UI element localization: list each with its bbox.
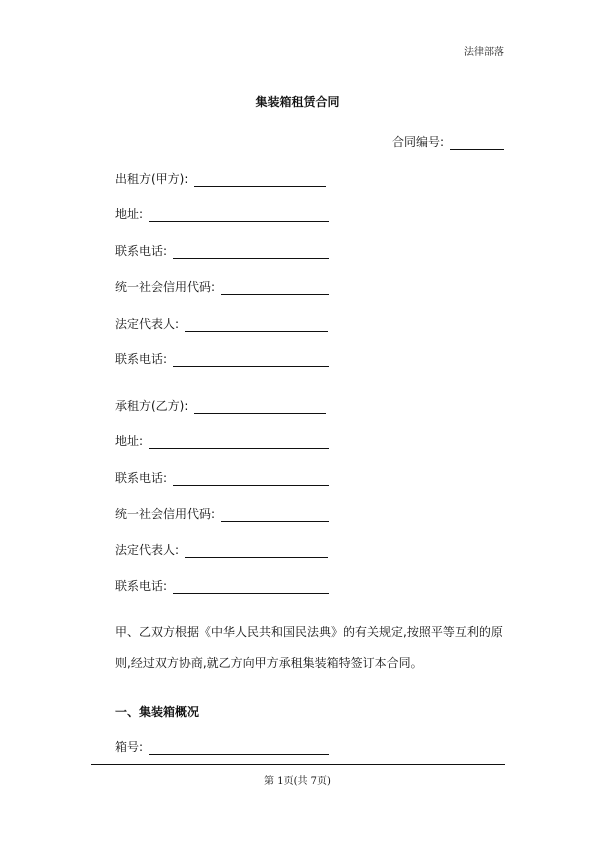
party-a-address-field — [115, 205, 329, 222]
party-b-credit-code-field — [115, 505, 329, 522]
party-a-name-field — [115, 170, 326, 187]
party-b-phone-blank[interactable] — [173, 471, 329, 486]
party-b-legal-rep-label: 法定代表人: — [115, 543, 180, 557]
contract-number-label: 合同编号: — [391, 135, 444, 149]
party-a-credit-code-field — [115, 278, 329, 295]
party-a-legal-rep-blank[interactable] — [185, 317, 328, 332]
party-a-phone-label: 联系电话: — [115, 244, 168, 258]
party-b-address-blank[interactable] — [149, 434, 329, 449]
intro-paragraph — [91, 617, 505, 679]
party-b-role-label: 承租方(乙方): — [115, 399, 189, 413]
contract-number-blank[interactable] — [450, 135, 504, 150]
party-a-address-label: 地址: — [115, 207, 144, 221]
box-number-blank[interactable] — [149, 740, 329, 755]
party-b-credit-code-label: 统一社会信用代码: — [115, 507, 216, 521]
party-a-role-label: 出租方(甲方): — [115, 172, 189, 186]
party-b-phone-field — [115, 469, 329, 486]
party-a-phone2-field — [115, 350, 329, 367]
party-b-legal-rep-field — [115, 541, 328, 558]
footer-divider — [91, 764, 505, 765]
party-a-name-blank[interactable] — [194, 172, 326, 187]
party-a-phone2-label: 联系电话: — [115, 352, 168, 366]
document-title: 集装箱租赁合同 — [255, 95, 340, 109]
party-b-legal-rep-blank[interactable] — [185, 543, 328, 558]
box-number-field — [115, 738, 329, 755]
party-a-credit-code-blank[interactable] — [221, 280, 329, 295]
contract-number-field — [392, 133, 504, 150]
party-a-phone-field — [115, 242, 329, 259]
party-b-address-field — [115, 432, 329, 449]
intro-text: 甲、乙双方根据《中华人民共和国民法典》的有关规定,按照平等互利的原则,经过双方协商,就乙方向甲方承租集装箱特签订本合同。 — [115, 625, 503, 670]
party-b-name-blank[interactable] — [194, 399, 326, 414]
brand-label: 法律部落 — [464, 47, 504, 58]
party-b-name-field — [115, 397, 326, 414]
section-1-title: 一、集装箱概况 — [115, 705, 200, 719]
party-b-phone-label: 联系电话: — [115, 471, 168, 485]
party-a-legal-rep-label: 法定代表人: — [115, 317, 180, 331]
party-b-address-label: 地址: — [115, 434, 144, 448]
party-a-address-blank[interactable] — [149, 207, 329, 222]
party-b-phone2-label: 联系电话: — [115, 579, 168, 593]
party-a-credit-code-label: 统一社会信用代码: — [115, 280, 216, 294]
party-a-phone-blank[interactable] — [173, 244, 329, 259]
party-a-phone2-blank[interactable] — [173, 352, 329, 367]
party-a-legal-rep-field — [115, 315, 328, 332]
box-number-label: 箱号: — [115, 740, 144, 754]
page-number: 第 1页(共 7页) — [264, 776, 331, 787]
party-b-phone2-blank[interactable] — [173, 579, 329, 594]
party-b-credit-code-blank[interactable] — [221, 507, 329, 522]
party-b-phone2-field — [115, 577, 329, 594]
